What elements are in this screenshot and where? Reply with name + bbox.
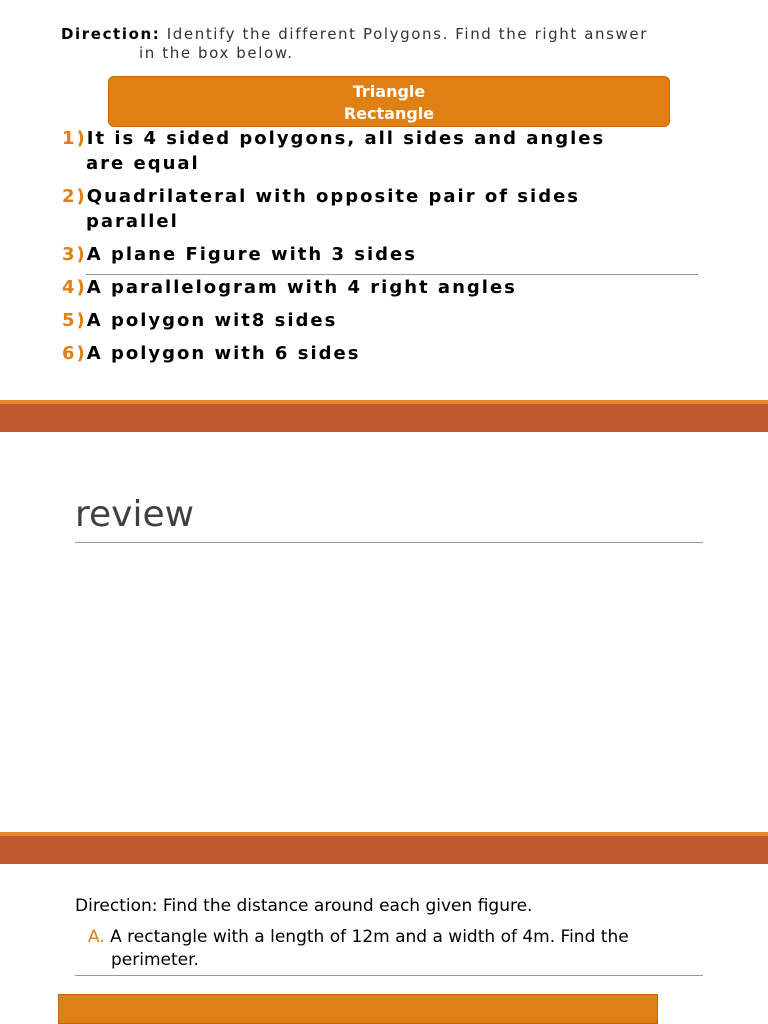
review-title: review — [75, 494, 195, 535]
question-text-cont: parallel — [86, 211, 179, 232]
question-number: 5) — [62, 310, 87, 331]
direction-line-2: in the box below. — [139, 44, 294, 62]
question-number: 2) — [62, 186, 87, 207]
question-text: Quadrilateral with opposite pair of sides — [86, 186, 580, 207]
question-number: 4) — [62, 277, 87, 298]
slide-separator-band — [0, 836, 768, 864]
question-number: 1) — [62, 128, 87, 149]
question-item — [62, 126, 702, 176]
problem-text: A rectangle with a length of 12m and a width of 4m. Find the — [110, 927, 629, 947]
direction-line-1: Identify the different Polygons. Find the right answer — [166, 25, 648, 43]
question-item — [62, 275, 702, 300]
divider — [75, 975, 703, 976]
question-text-cont: are equal — [86, 153, 200, 174]
answer-option: Triangle — [352, 82, 426, 101]
answer-box — [108, 76, 670, 127]
question-text: A polygon with 6 sides — [86, 343, 361, 364]
problem-item-a — [88, 926, 708, 972]
divider — [86, 274, 698, 275]
question-item — [62, 184, 702, 234]
question-text: A parallelogram with 4 right angles — [86, 277, 517, 298]
slide-review — [0, 432, 768, 832]
problem-letter: A. — [88, 927, 105, 947]
slide-separator-band — [0, 404, 768, 432]
title-underline — [75, 542, 703, 543]
direction-label: Direction: — [61, 25, 161, 43]
question-text: A polygon wit8 sides — [86, 310, 338, 331]
answer-option: Rectangle — [343, 104, 435, 123]
question-item — [62, 308, 702, 333]
direction-text — [61, 25, 701, 63]
perimeter-direction: Direction: Find the distance around each given figure. — [75, 896, 533, 916]
question-text: It is 4 sided polygons, all sides and angles — [86, 128, 606, 149]
question-number: 3) — [62, 244, 87, 265]
slide-polygons — [0, 0, 768, 400]
question-list — [62, 126, 702, 374]
question-text: A plane Figure with 3 sides — [86, 244, 417, 265]
question-item — [62, 242, 702, 267]
question-item — [62, 341, 702, 366]
question-number: 6) — [62, 343, 87, 364]
orange-box — [58, 994, 658, 1024]
problem-text-cont: perimeter. — [111, 950, 199, 970]
